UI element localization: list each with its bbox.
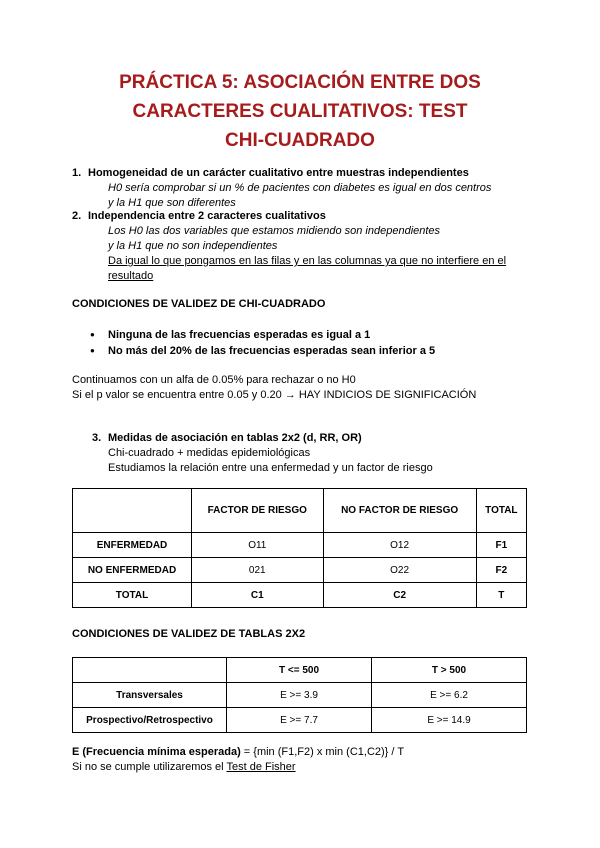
table-cell: Transversales [73, 683, 227, 708]
table-cell: O11 [192, 533, 324, 558]
table-header-cell [73, 658, 227, 683]
table-row [73, 533, 527, 558]
formula-expression: = {min (F1,F2) x min (C1,C2)} / T [240, 746, 405, 758]
formula-label: E (Frecuencia mínima esperada) [72, 746, 241, 758]
table-cell: E >= 3.9 [227, 683, 372, 708]
table-cell: O12 [323, 533, 476, 558]
table-cell: C1 [192, 583, 324, 608]
table-cell: C2 [323, 583, 476, 608]
section-homogeneidad [72, 166, 508, 211]
table-cell: E >= 6.2 [372, 683, 527, 708]
table-header-cell: TOTAL [476, 489, 526, 533]
formula-paragraph [72, 745, 404, 775]
formula-line [72, 745, 404, 760]
item-line: Chi-cuadrado + medidas epidemiológicas [108, 447, 311, 459]
table-header-cell [73, 489, 192, 533]
bullet-item: ● No más del 20% de las frecuencias esperadas sean inferior a 5 [108, 345, 435, 357]
table-cell: Prospectivo/Retrospectivo [73, 708, 227, 733]
alpha-line: Continuamos con un alfa de 0.05% para rechazar o no H0 [72, 374, 356, 386]
bullet-item: ● Ninguna de las frecuencias esperadas es igual a 1 [108, 329, 370, 341]
item-number: 1. [72, 167, 82, 179]
item-number: 2. [72, 210, 82, 222]
table-header-cell: NO FACTOR DE RIESGO [323, 489, 476, 533]
table-cell: F1 [476, 533, 526, 558]
table-cell: ENFERMEDAD [73, 533, 192, 558]
title-line: PRÁCTICA 5: ASOCIACIÓN ENTRE DOS [119, 72, 481, 93]
table-row [73, 558, 527, 583]
item-line: H0 sería comprobar si un % de pacientes con diabetes es igual en dos centros [108, 182, 492, 194]
section-heading-chi: CONDICIONES DE VALIDEZ DE CHI-CUADRADO [72, 298, 326, 310]
validity-table [72, 657, 527, 733]
item-heading: Independencia entre 2 caracteres cualitativos [88, 210, 326, 222]
item-line: y la H1 que son diferentes [108, 197, 236, 209]
item-line: Estudiamos la relación entre una enfermedad y un factor de riesgo [108, 462, 433, 474]
item-line: Los H0 las dos variables que estamos midiendo son independientes [108, 225, 441, 237]
title-line: CHI-CUADRADO [225, 130, 375, 151]
table-row [73, 683, 527, 708]
item-line: y la H1 que no son independientes [108, 240, 278, 252]
table-header-row [73, 489, 527, 533]
table-cell: 021 [192, 558, 324, 583]
table-header-cell: T <= 500 [227, 658, 372, 683]
table-cell: E >= 7.7 [227, 708, 372, 733]
item-heading: Homogeneidad de un carácter cualitativo entre muestras independientes [88, 167, 469, 179]
page-title [60, 68, 540, 155]
table-cell: O22 [323, 558, 476, 583]
table-row [73, 708, 527, 733]
table-cell: TOTAL [73, 583, 192, 608]
item-note: Da igual lo que pongamos en las filas y en las columnas ya que no interfiere en el resultado [108, 255, 507, 282]
fisher-text: Si no se cumple utilizaremos el [72, 761, 227, 773]
fisher-line [72, 760, 404, 775]
table-header-row [73, 658, 527, 683]
section-heading-2x2: CONDICIONES DE VALIDEZ DE TABLAS 2X2 [72, 628, 306, 640]
item-number: 3. [92, 432, 102, 444]
section-independencia [72, 209, 508, 284]
association-table [72, 488, 527, 608]
table-cell: E >= 14.9 [372, 708, 527, 733]
table-cell: T [476, 583, 526, 608]
section-medidas [92, 431, 528, 476]
table-row [73, 583, 527, 608]
alpha-paragraph [72, 373, 476, 403]
item-heading: Medidas de asociación en tablas 2x2 (d, RR, OR) [108, 432, 362, 444]
table-header-cell: FACTOR DE RIESGO [192, 489, 324, 533]
alpha-line: Si el p valor se encuentra entre 0.05 y 0.20 → HAY INDICIOS DE SIGNIFICACIÓN [72, 389, 477, 401]
table-cell: NO ENFERMEDAD [73, 558, 192, 583]
title-line: CARACTERES CUALITATIVOS: TEST [132, 101, 468, 122]
table-header-cell: T > 500 [372, 658, 527, 683]
fisher-link[interactable]: Test de Fisher [226, 761, 296, 773]
table-cell: F2 [476, 558, 526, 583]
